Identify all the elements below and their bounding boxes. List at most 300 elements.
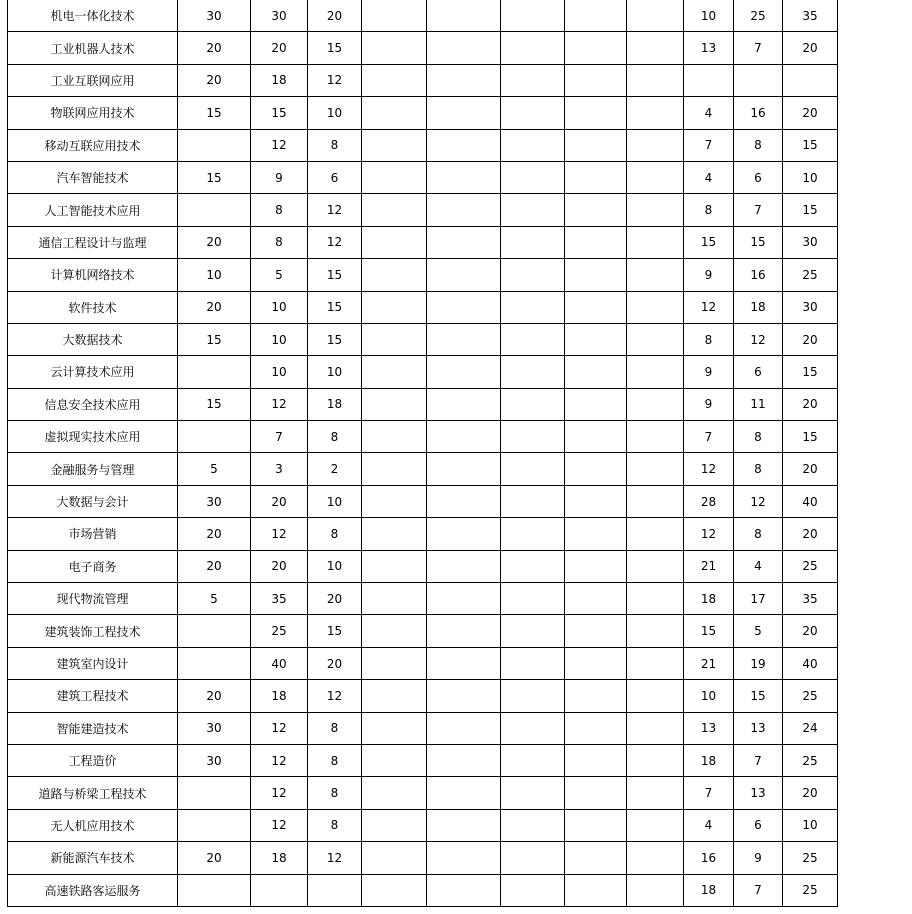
value-cell-c11: 15 [783,194,838,226]
value-cell-c11: 15 [783,421,838,453]
table-row [8,388,838,420]
value-cell-c1 [178,421,251,453]
value-cell-c5 [427,647,501,679]
value-cell-c10: 6 [734,161,783,193]
major-name-cell: 移动互联应用技术 [8,129,178,161]
value-cell-c3: 6 [308,161,362,193]
value-cell-c10: 16 [734,97,783,129]
value-cell-c10 [734,64,783,96]
value-cell-c10: 6 [734,356,783,388]
major-name-cell: 计算机网络技术 [8,259,178,291]
value-cell-c8 [627,323,684,355]
value-cell-c10: 11 [734,388,783,420]
value-cell-c8 [627,680,684,712]
value-cell-c1 [178,809,251,841]
value-cell-c2: 35 [251,583,308,615]
major-name-cell: 道路与桥梁工程技术 [8,777,178,809]
value-cell-c2: 7 [251,421,308,453]
value-cell-c8 [627,744,684,776]
value-cell-c3: 10 [308,485,362,517]
value-cell-c9: 16 [684,842,734,874]
value-cell-c6 [501,874,565,906]
value-cell-c6 [501,550,565,582]
value-cell-c3: 12 [308,842,362,874]
value-cell-c4 [362,64,427,96]
value-cell-c6 [501,291,565,323]
value-cell-c5 [427,356,501,388]
value-cell-c11: 10 [783,809,838,841]
value-cell-c11: 20 [783,97,838,129]
value-cell-c7 [565,615,627,647]
value-cell-c9: 12 [684,453,734,485]
value-cell-c3: 12 [308,226,362,258]
value-cell-c7 [565,809,627,841]
value-cell-c1: 5 [178,583,251,615]
value-cell-c11: 25 [783,259,838,291]
major-name-cell: 智能建造技术 [8,712,178,744]
value-cell-c11: 40 [783,485,838,517]
value-cell-c9: 7 [684,129,734,161]
value-cell-c1 [178,194,251,226]
value-cell-c11: 15 [783,129,838,161]
table-body [8,0,838,906]
value-cell-c3: 10 [308,550,362,582]
value-cell-c9: 13 [684,32,734,64]
value-cell-c6 [501,323,565,355]
value-cell-c2: 12 [251,518,308,550]
value-cell-c7 [565,291,627,323]
value-cell-c7 [565,744,627,776]
value-cell-c10: 18 [734,291,783,323]
value-cell-c11: 25 [783,680,838,712]
value-cell-c7 [565,161,627,193]
value-cell-c8 [627,583,684,615]
value-cell-c2: 20 [251,550,308,582]
value-cell-c11: 20 [783,453,838,485]
value-cell-c11: 25 [783,744,838,776]
major-name-cell: 信息安全技术应用 [8,388,178,420]
value-cell-c1: 20 [178,226,251,258]
value-cell-c1: 15 [178,97,251,129]
value-cell-c1: 15 [178,388,251,420]
value-cell-c8 [627,615,684,647]
value-cell-c10: 8 [734,453,783,485]
value-cell-c8 [627,97,684,129]
value-cell-c10: 16 [734,259,783,291]
value-cell-c2: 20 [251,485,308,517]
value-cell-c5 [427,615,501,647]
value-cell-c10: 19 [734,647,783,679]
value-cell-c7 [565,64,627,96]
value-cell-c5 [427,777,501,809]
value-cell-c1: 20 [178,64,251,96]
table-row [8,712,838,744]
value-cell-c4 [362,259,427,291]
value-cell-c5 [427,161,501,193]
value-cell-c10: 7 [734,874,783,906]
value-cell-c7 [565,323,627,355]
value-cell-c2: 30 [251,0,308,32]
value-cell-c2: 12 [251,777,308,809]
value-cell-c1 [178,874,251,906]
value-cell-c5 [427,194,501,226]
value-cell-c10: 6 [734,809,783,841]
value-cell-c2: 8 [251,226,308,258]
value-cell-c6 [501,161,565,193]
table-row [8,259,838,291]
value-cell-c5 [427,744,501,776]
value-cell-c1: 30 [178,485,251,517]
value-cell-c9: 4 [684,97,734,129]
value-cell-c4 [362,777,427,809]
value-cell-c7 [565,874,627,906]
major-name-cell: 金融服务与管理 [8,453,178,485]
value-cell-c8 [627,356,684,388]
value-cell-c3: 15 [308,615,362,647]
value-cell-c7 [565,680,627,712]
major-name-cell: 汽车智能技术 [8,161,178,193]
value-cell-c4 [362,744,427,776]
major-name-cell: 物联网应用技术 [8,97,178,129]
value-cell-c9: 10 [684,680,734,712]
value-cell-c10: 4 [734,550,783,582]
value-cell-c3: 8 [308,518,362,550]
major-name-cell: 大数据技术 [8,323,178,355]
value-cell-c4 [362,874,427,906]
value-cell-c4 [362,129,427,161]
value-cell-c4 [362,161,427,193]
value-cell-c4 [362,97,427,129]
table-row [8,485,838,517]
value-cell-c8 [627,194,684,226]
value-cell-c2: 15 [251,97,308,129]
value-cell-c7 [565,647,627,679]
table-row [8,161,838,193]
value-cell-c2: 12 [251,129,308,161]
value-cell-c8 [627,388,684,420]
value-cell-c3: 12 [308,194,362,226]
value-cell-c5 [427,874,501,906]
value-cell-c10: 8 [734,518,783,550]
value-cell-c5 [427,129,501,161]
table-row [8,647,838,679]
value-cell-c6 [501,485,565,517]
value-cell-c9: 12 [684,291,734,323]
value-cell-c9: 4 [684,161,734,193]
value-cell-c9: 4 [684,809,734,841]
value-cell-c9: 21 [684,550,734,582]
value-cell-c11: 20 [783,388,838,420]
value-cell-c7 [565,194,627,226]
value-cell-c6 [501,583,565,615]
value-cell-c8 [627,129,684,161]
value-cell-c8 [627,421,684,453]
value-cell-c2: 12 [251,809,308,841]
value-cell-c4 [362,647,427,679]
value-cell-c9: 18 [684,583,734,615]
value-cell-c5 [427,453,501,485]
value-cell-c10: 7 [734,194,783,226]
major-name-cell: 工业机器人技术 [8,32,178,64]
value-cell-c4 [362,680,427,712]
value-cell-c6 [501,680,565,712]
table-row [8,194,838,226]
value-cell-c7 [565,356,627,388]
value-cell-c11: 30 [783,291,838,323]
value-cell-c5 [427,64,501,96]
value-cell-c4 [362,32,427,64]
value-cell-c4 [362,712,427,744]
value-cell-c1: 20 [178,550,251,582]
value-cell-c9: 28 [684,485,734,517]
table-row [8,291,838,323]
value-cell-c4 [362,842,427,874]
value-cell-c9: 9 [684,356,734,388]
major-name-cell: 云计算技术应用 [8,356,178,388]
value-cell-c6 [501,97,565,129]
value-cell-c1: 20 [178,291,251,323]
value-cell-c8 [627,226,684,258]
value-cell-c7 [565,259,627,291]
value-cell-c1: 20 [178,842,251,874]
value-cell-c2: 10 [251,323,308,355]
major-name-cell: 大数据与会计 [8,485,178,517]
value-cell-c10: 15 [734,680,783,712]
value-cell-c3: 15 [308,323,362,355]
value-cell-c6 [501,777,565,809]
value-cell-c3: 12 [308,680,362,712]
table-row [8,680,838,712]
value-cell-c3: 18 [308,388,362,420]
value-cell-c6 [501,388,565,420]
value-cell-c2: 3 [251,453,308,485]
value-cell-c11: 10 [783,161,838,193]
value-cell-c11: 15 [783,356,838,388]
value-cell-c8 [627,647,684,679]
value-cell-c5 [427,485,501,517]
value-cell-c5 [427,550,501,582]
value-cell-c6 [501,32,565,64]
value-cell-c11: 20 [783,32,838,64]
value-cell-c4 [362,0,427,32]
value-cell-c10: 13 [734,777,783,809]
major-name-cell: 现代物流管理 [8,583,178,615]
table-row [8,550,838,582]
value-cell-c9: 15 [684,615,734,647]
major-name-cell: 虚拟现实技术应用 [8,421,178,453]
value-cell-c3: 8 [308,744,362,776]
value-cell-c8 [627,259,684,291]
value-cell-c7 [565,453,627,485]
value-cell-c9: 21 [684,647,734,679]
major-name-cell: 机电一体化技术 [8,0,178,32]
value-cell-c11: 35 [783,0,838,32]
major-name-cell: 建筑工程技术 [8,680,178,712]
value-cell-c6 [501,842,565,874]
value-cell-c3: 8 [308,712,362,744]
value-cell-c4 [362,194,427,226]
value-cell-c1: 20 [178,680,251,712]
value-cell-c5 [427,421,501,453]
value-cell-c6 [501,712,565,744]
value-cell-c7 [565,842,627,874]
value-cell-c6 [501,129,565,161]
value-cell-c2: 40 [251,647,308,679]
value-cell-c1: 30 [178,744,251,776]
value-cell-c10: 9 [734,842,783,874]
value-cell-c9 [684,64,734,96]
value-cell-c3: 8 [308,777,362,809]
value-cell-c3: 10 [308,356,362,388]
value-cell-c4 [362,583,427,615]
table-row [8,129,838,161]
value-cell-c5 [427,809,501,841]
value-cell-c11: 24 [783,712,838,744]
value-cell-c1 [178,615,251,647]
table-row [8,32,838,64]
value-cell-c11: 20 [783,518,838,550]
value-cell-c1: 30 [178,712,251,744]
table-row [8,453,838,485]
value-cell-c5 [427,32,501,64]
value-cell-c5 [427,680,501,712]
value-cell-c3: 8 [308,129,362,161]
value-cell-c9: 7 [684,421,734,453]
value-cell-c3: 2 [308,453,362,485]
value-cell-c9: 18 [684,744,734,776]
value-cell-c4 [362,356,427,388]
value-cell-c2: 8 [251,194,308,226]
value-cell-c3: 15 [308,259,362,291]
table-row [8,874,838,906]
value-cell-c7 [565,32,627,64]
value-cell-c10: 7 [734,32,783,64]
value-cell-c2: 10 [251,291,308,323]
value-cell-c1: 10 [178,259,251,291]
value-cell-c5 [427,583,501,615]
value-cell-c5 [427,259,501,291]
value-cell-c6 [501,226,565,258]
value-cell-c10: 17 [734,583,783,615]
value-cell-c2: 9 [251,161,308,193]
table-row [8,777,838,809]
value-cell-c8 [627,161,684,193]
value-cell-c5 [427,388,501,420]
value-cell-c10: 25 [734,0,783,32]
value-cell-c8 [627,842,684,874]
value-cell-c9: 8 [684,323,734,355]
value-cell-c8 [627,0,684,32]
value-cell-c4 [362,421,427,453]
value-cell-c8 [627,291,684,323]
value-cell-c8 [627,32,684,64]
value-cell-c10: 8 [734,129,783,161]
value-cell-c6 [501,64,565,96]
value-cell-c1: 20 [178,32,251,64]
value-cell-c11: 40 [783,647,838,679]
value-cell-c1: 15 [178,323,251,355]
value-cell-c5 [427,97,501,129]
value-cell-c10: 8 [734,421,783,453]
value-cell-c3: 15 [308,32,362,64]
value-cell-c8 [627,64,684,96]
table-row [8,64,838,96]
value-cell-c6 [501,194,565,226]
value-cell-c9: 13 [684,712,734,744]
value-cell-c5 [427,518,501,550]
value-cell-c3 [308,874,362,906]
value-cell-c3: 8 [308,421,362,453]
table-row [8,356,838,388]
value-cell-c11: 20 [783,323,838,355]
value-cell-c4 [362,550,427,582]
value-cell-c2: 12 [251,712,308,744]
value-cell-c11: 25 [783,842,838,874]
major-name-cell: 建筑装饰工程技术 [8,615,178,647]
value-cell-c2: 18 [251,64,308,96]
table-row [8,0,838,32]
value-cell-c11: 25 [783,874,838,906]
table-row [8,615,838,647]
table-row [8,842,838,874]
value-cell-c7 [565,226,627,258]
table-row [8,226,838,258]
major-name-cell: 无人机应用技术 [8,809,178,841]
value-cell-c8 [627,874,684,906]
value-cell-c1: 30 [178,0,251,32]
value-cell-c7 [565,777,627,809]
enrollment-table [7,0,838,907]
value-cell-c11 [783,64,838,96]
value-cell-c6 [501,0,565,32]
value-cell-c2 [251,874,308,906]
major-name-cell: 人工智能技术应用 [8,194,178,226]
value-cell-c4 [362,485,427,517]
value-cell-c1 [178,129,251,161]
table-row [8,809,838,841]
value-cell-c7 [565,485,627,517]
value-cell-c2: 20 [251,32,308,64]
value-cell-c9: 12 [684,518,734,550]
major-name-cell: 市场营销 [8,518,178,550]
value-cell-c7 [565,388,627,420]
value-cell-c5 [427,226,501,258]
major-name-cell: 通信工程设计与监理 [8,226,178,258]
value-cell-c3: 20 [308,583,362,615]
value-cell-c5 [427,323,501,355]
value-cell-c3: 20 [308,647,362,679]
major-name-cell: 建筑室内设计 [8,647,178,679]
value-cell-c6 [501,744,565,776]
value-cell-c11: 30 [783,226,838,258]
value-cell-c8 [627,518,684,550]
value-cell-c6 [501,453,565,485]
value-cell-c9: 10 [684,0,734,32]
value-cell-c9: 8 [684,194,734,226]
value-cell-c7 [565,421,627,453]
value-cell-c2: 12 [251,744,308,776]
table-row [8,421,838,453]
value-cell-c4 [362,453,427,485]
major-name-cell: 新能源汽车技术 [8,842,178,874]
value-cell-c4 [362,323,427,355]
table-row [8,97,838,129]
value-cell-c6 [501,809,565,841]
value-cell-c10: 12 [734,485,783,517]
major-name-cell: 工程造价 [8,744,178,776]
value-cell-c7 [565,712,627,744]
value-cell-c8 [627,809,684,841]
